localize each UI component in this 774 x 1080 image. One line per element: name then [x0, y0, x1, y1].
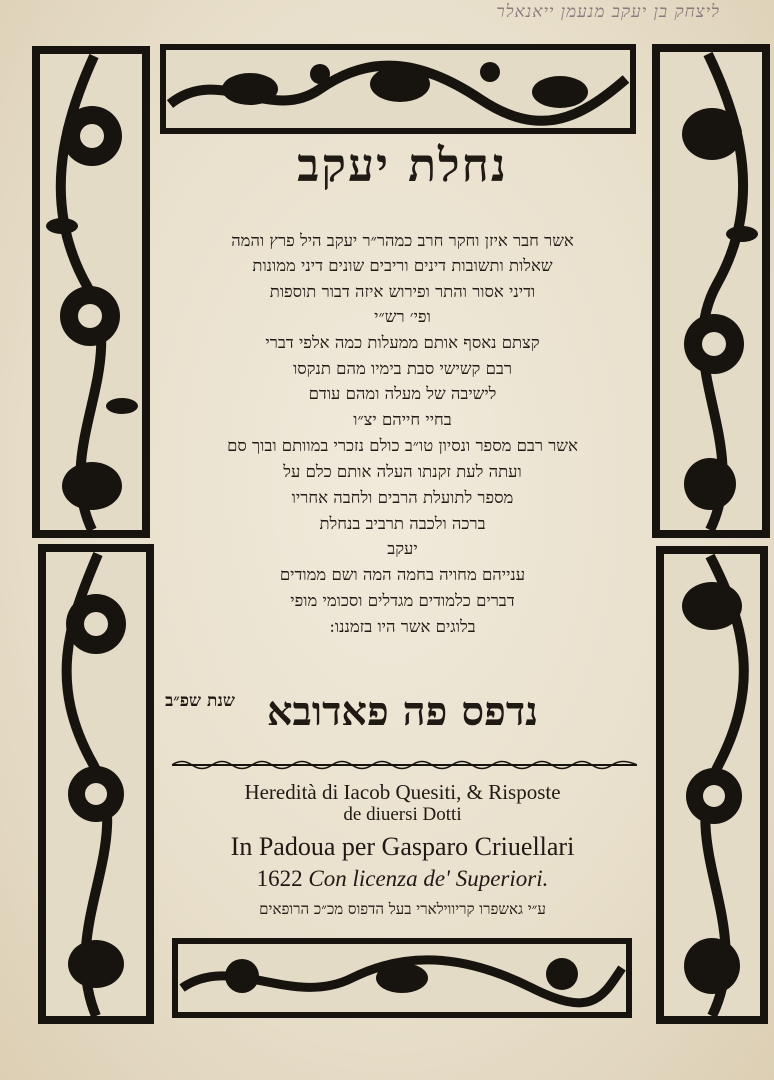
latin-year-license-line — [160, 866, 645, 892]
latin-subtitle-line: de diuersi Dotti — [343, 804, 462, 825]
description-line: לישיבה של מעלה ומהם עודם — [308, 384, 497, 403]
floral-ornament-icon — [160, 44, 636, 134]
license-text: Con licenza de' Superiori. — [308, 866, 549, 891]
description-line: דברים כלמודים מגדלים וסכומי מופי — [290, 591, 515, 610]
description-line: אשר חבר איזן וחקר חרב כמהר״ר יעקב היל פרץ והמה — [231, 231, 574, 250]
description-line: ענייהם מחויה בחמה המה ושם ממודים — [279, 565, 526, 584]
description-line: ברכה ולכבה תרביב בנחלת — [319, 514, 486, 533]
description-line: בחיי חייהם יצ״ו — [353, 410, 452, 429]
description-line: שאלות ותשובות דינים וריבים שונים דיני ממונות — [252, 256, 553, 275]
handwritten-ownership-note: ליצחק בן יעקב מנעמן ייאנאלר — [496, 2, 720, 22]
border-panel-top — [160, 44, 636, 134]
floral-ornament-icon — [32, 46, 150, 538]
book-title: נחלת יעקב — [297, 138, 508, 192]
border-panel-right-lower — [656, 546, 768, 1024]
floral-ornament-icon — [656, 546, 768, 1024]
border-panel-bottom — [172, 938, 632, 1018]
border-panel-right-upper — [652, 44, 770, 538]
border-panel-left-upper — [32, 46, 150, 538]
description-line: רבם קשישי סבת בימיו מהם תנקסו — [293, 359, 512, 378]
imprint-year: 1622 — [256, 866, 303, 891]
imprint-place: נדפס פה פאדובא — [266, 688, 539, 735]
ornamental-divider-icon — [172, 758, 637, 772]
description-line: קצתם נאסף אותם ממעלות כמה אלפי דברי — [265, 333, 540, 352]
latin-imprint-line: In Padoua per Gasparo Criuellari — [230, 832, 575, 861]
latin-title-line: Heredità di Iacob Quesiti, & Risposte — [244, 780, 561, 804]
description-line: ודיני אסור והתר ופירוש איזה דבור תוספות — [269, 282, 536, 301]
border-panel-left-lower — [38, 544, 154, 1024]
description-line: מספר לתועלת הרבים ולחבה אחריו — [291, 488, 514, 507]
printer-credit: ע״י גאשפרו קריווילארי בעל הדפוס מכ״כ הרופאים — [259, 900, 546, 918]
description-line: יעקב — [387, 539, 418, 558]
description-line: ועתה לעת זקנתו העלה אותם כלם על — [283, 462, 522, 481]
description-line: אשר רבם מספר ונסיון טו״ב כולם נזכרי במוותם ובוך סם — [227, 436, 578, 455]
description-line: בלוגים אשר היו בזמננו: — [329, 617, 476, 636]
floral-ornament-icon — [38, 544, 154, 1024]
imprint-year-hebrew: שנת שפ״ב — [165, 691, 235, 711]
description-line: ופי׳ רש״י — [374, 307, 431, 326]
floral-ornament-icon — [652, 44, 770, 538]
floral-ornament-icon — [172, 938, 632, 1018]
